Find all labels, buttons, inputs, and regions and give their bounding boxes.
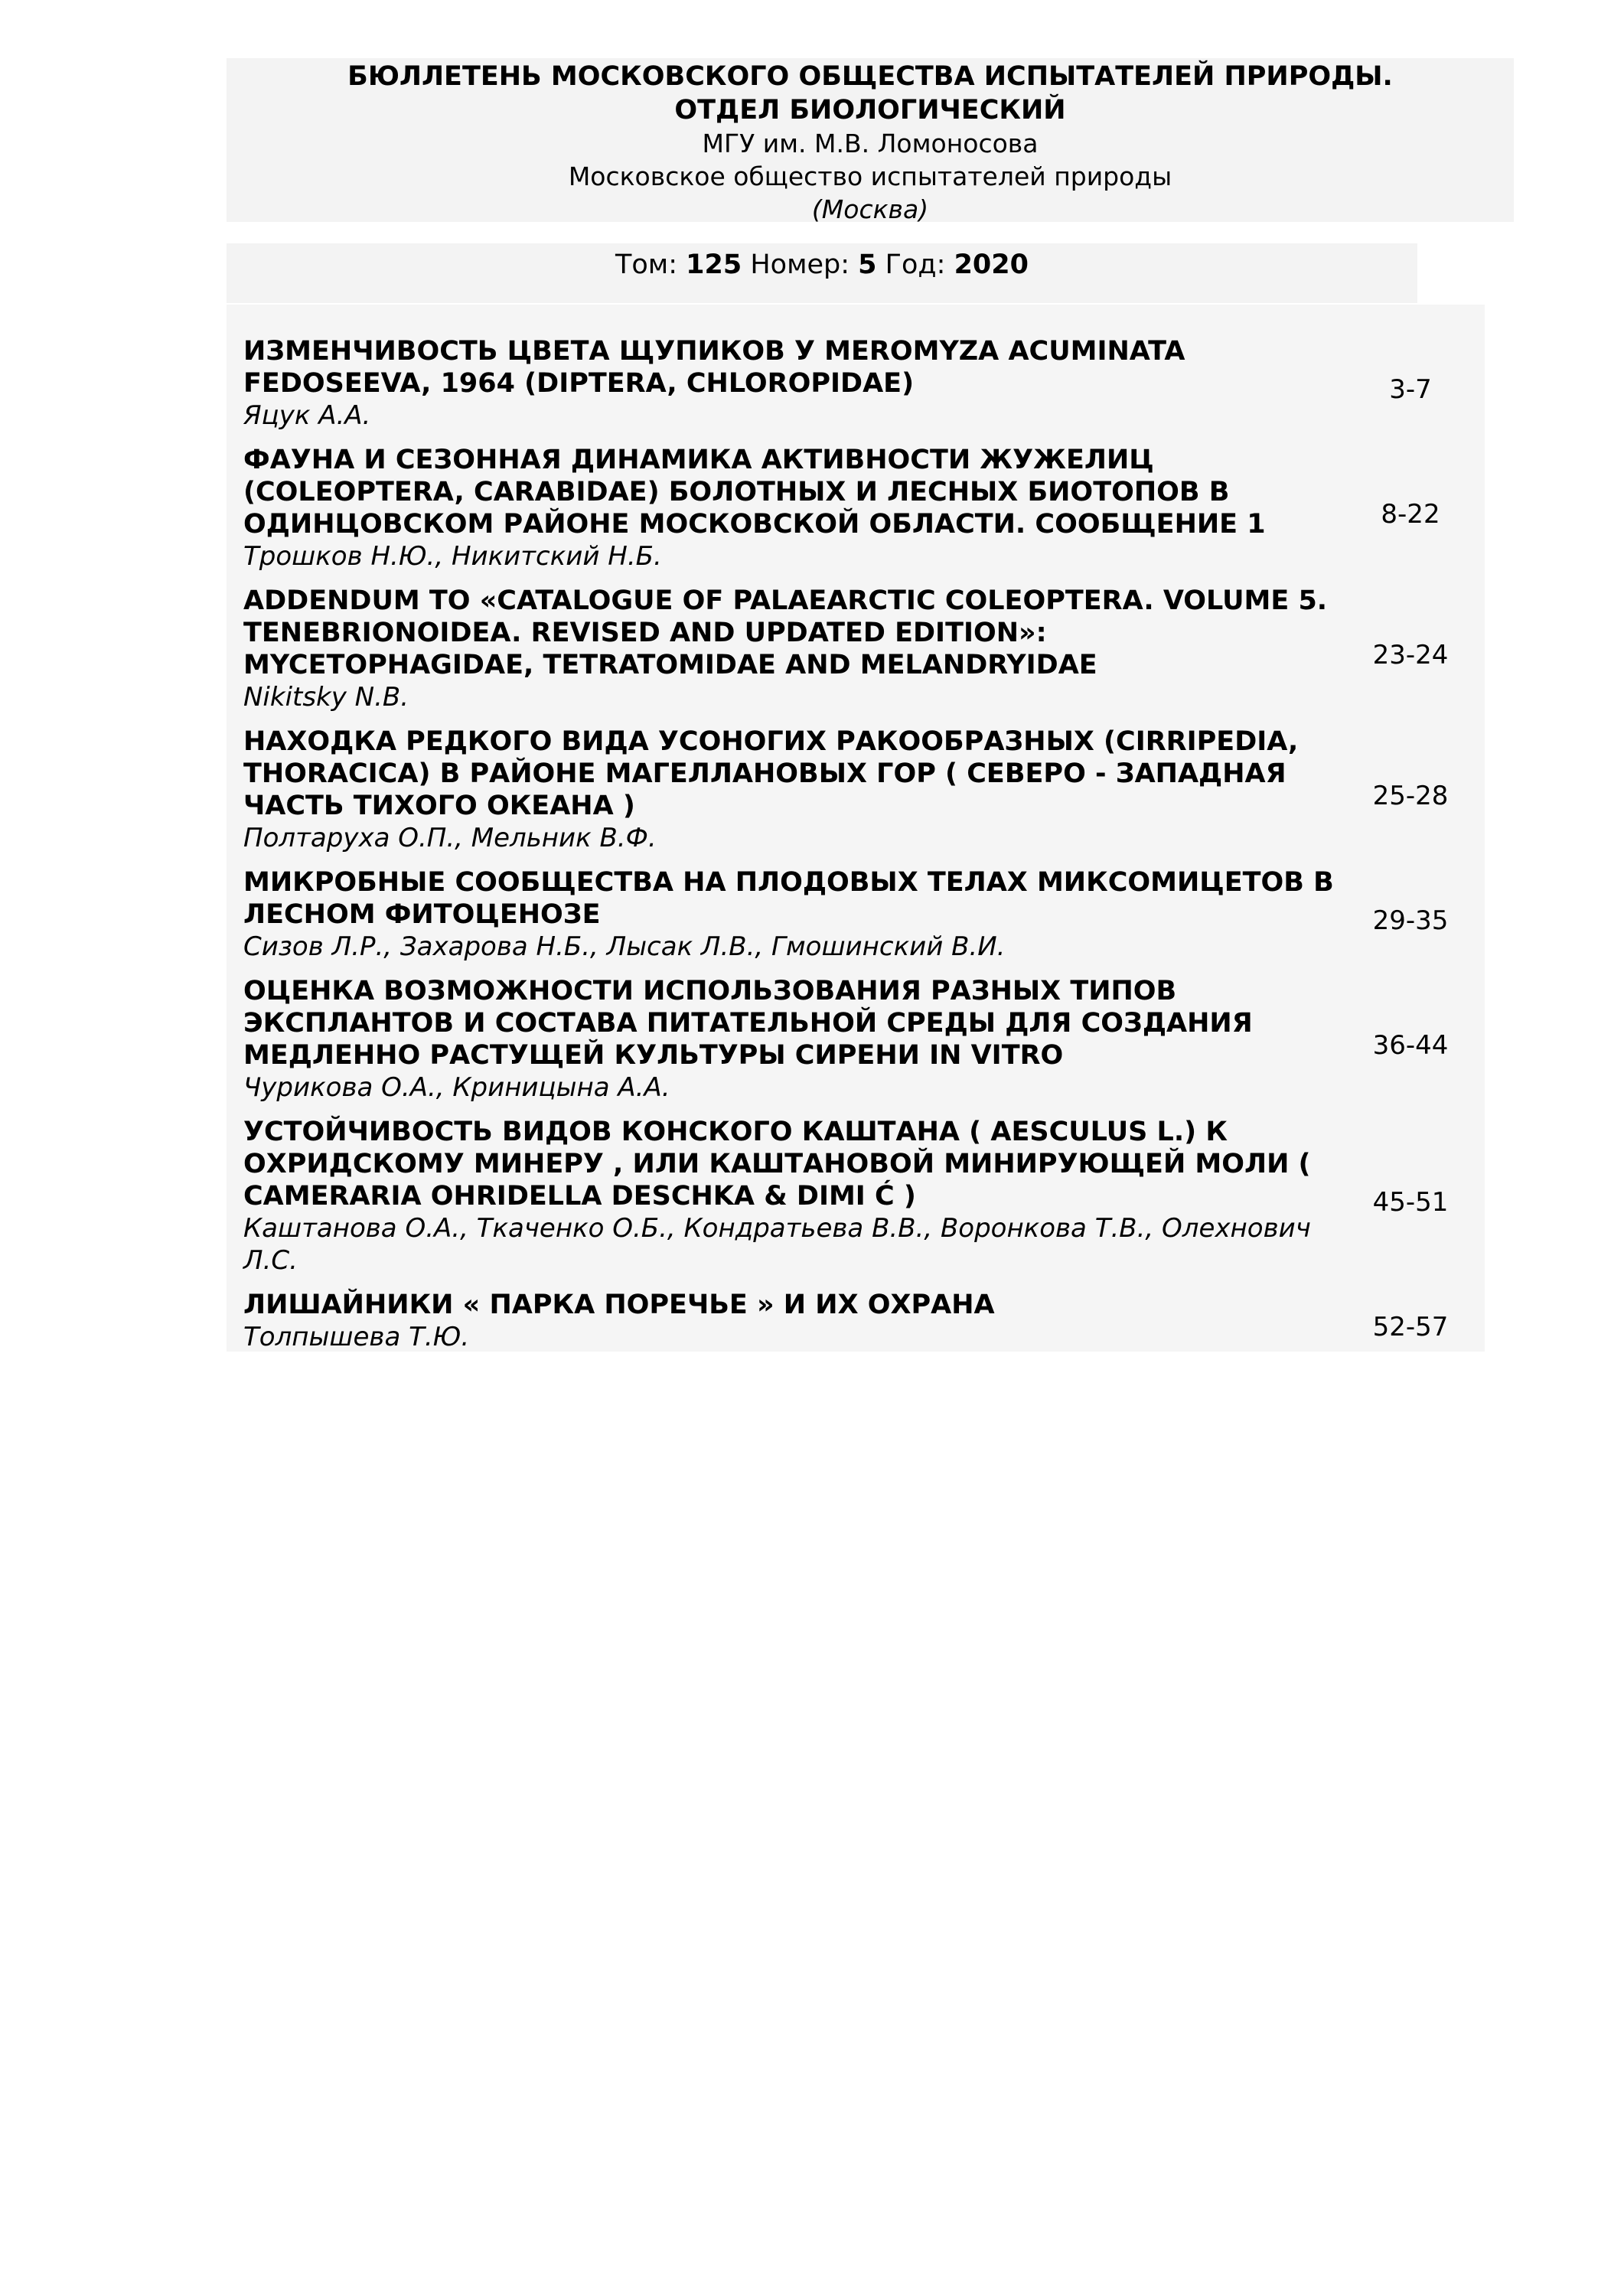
article-authors: Трошков Н.Ю., Никитский Н.Б. (243, 541, 662, 572)
article-pages: 52-57 (1372, 1312, 1449, 1342)
article-pages: 45-51 (1372, 1187, 1449, 1218)
article-title-link[interactable]: ФАУНА И СЕЗОННАЯ ДИНАМИКА АКТИВНОСТИ ЖУЖЕЛИЦ (COLEOPTERA, CARABIDAE) БОЛОТНЫХ И ЛЕСНЫХ БИОТОПОВ В ОДИНЦОВСКОМ РАЙОНЕ МОСКОВСКОЙ ОБЛАСТИ. СООБЩЕНИЕ 1 (243, 445, 1266, 540)
volume-value: 125 (686, 249, 742, 280)
toc-entry (243, 335, 1476, 444)
article-pages: 25-28 (1372, 781, 1449, 811)
article-authors: Толпышева Т.Ю. (243, 1322, 470, 1352)
number-label: Номер: (750, 249, 850, 280)
volume-label: Том: (615, 249, 677, 280)
article-pages: 23-24 (1372, 640, 1449, 670)
number-value: 5 (858, 249, 877, 280)
article-authors: Яцук А.А. (243, 400, 371, 431)
toc-table (243, 335, 1476, 1365)
publication-city: (Москва) (811, 194, 929, 224)
article-title-link[interactable]: ADDENDUM TO «CATALOGUE OF PALAEARCTIC COLEOPTERA. VOLUME 5. TENEBRIONOIDEA. REVISED AND UPDATED EDITION»: MYCETOPHAGIDAE, TETRATOMIDAE AND MELANDRYIDAE (243, 585, 1328, 680)
journal-header (227, 58, 1514, 222)
journal-title: БЮЛЛЕТЕНЬ МОСКОВСКОГО ОБЩЕСТВА ИСПЫТАТЕЛЕЙ ПРИРОДЫ. ОТДЕЛ БИОЛОГИЧЕСКИЙ (347, 61, 1393, 126)
article-pages: 8-22 (1381, 499, 1440, 530)
table-of-contents (227, 305, 1485, 1352)
toc-entry (243, 975, 1476, 1116)
article-authors: Полтаруха О.П., Мельник В.Ф. (243, 823, 657, 853)
article-authors: Чурикова О.А., Криницына А.А. (243, 1072, 670, 1103)
article-title-link[interactable]: ЛИШАЙНИКИ « ПАРКА ПОРЕЧЬЕ » И ИХ ОХРАНА (243, 1290, 995, 1320)
society-name: Московское общество испытателей природы (568, 161, 1172, 191)
article-authors: Каштанова О.А., Ткаченко О.Б., Кондратьева В.В., Воронкова Т.В., Олехнович Л.С. (243, 1213, 1311, 1276)
article-title-link[interactable]: УСТОЙЧИВОСТЬ ВИДОВ КОНСКОГО КАШТАНА ( AESCULUS L.) К ОХРИДСКОМУ МИНЕРУ , ИЛИ КАШТАНОВОЙ МИНИРУЮЩЕЙ МОЛИ ( CAMERARIA OHRIDELLA DESCHKA & DIMI Ć ) (243, 1117, 1311, 1212)
year-value: 2020 (954, 249, 1029, 280)
article-title-link[interactable]: ОЦЕНКА ВОЗМОЖНОСТИ ИСПОЛЬЗОВАНИЯ РАЗНЫХ ТИПОВ ЭКСПЛАНТОВ И СОСТАВА ПИТАТЕЛЬНОЙ СРЕДЫ ДЛЯ СОЗДАНИЯ МЕДЛЕННО РАСТУЩЕЙ КУЛЬТУРЫ СИРЕНИ IN VITRO (243, 976, 1253, 1071)
toc-entry (243, 1116, 1476, 1289)
issue-info (227, 243, 1417, 303)
article-pages: 29-35 (1372, 905, 1449, 936)
article-pages: 36-44 (1372, 1030, 1449, 1061)
toc-entry (243, 726, 1476, 866)
toc-entry (243, 585, 1476, 726)
article-authors: Сизов Л.Р., Захарова Н.Б., Лысак Л.В., Гмошинский В.И. (243, 931, 1006, 962)
year-label: Год: (885, 249, 946, 280)
article-pages: 3-7 (1389, 374, 1432, 405)
toc-entry (243, 1289, 1476, 1365)
article-title-link[interactable]: НАХОДКА РЕДКОГО ВИДА УСОНОГИХ РАКООБРАЗНЫХ (CIRRIPEDIA, THORACICA) В РАЙОНЕ МАГЕЛЛАНОВЫХ ГОР ( СЕВЕРО - ЗАПАДНАЯ ЧАСТЬ ТИХОГО ОКЕАНА ) (243, 726, 1299, 821)
article-authors: Nikitsky N.B. (243, 682, 409, 713)
article-title-link[interactable]: ИЗМЕНЧИВОСТЬ ЦВЕТА ЩУПИКОВ У MEROMYZA ACUMINATA FEDOSEEVA, 1964 (DIPTERA, CHLOROPIDAE) (243, 336, 1185, 399)
institution-name: МГУ им. М.В. Ломоносова (702, 129, 1039, 158)
toc-entry (243, 866, 1476, 975)
article-title-link[interactable]: МИКРОБНЫЕ СООБЩЕСТВА НА ПЛОДОВЫХ ТЕЛАХ МИКСОМИЦЕТОВ В ЛЕСНОМ ФИТОЦЕНОЗЕ (243, 867, 1334, 930)
toc-entry (243, 444, 1476, 585)
